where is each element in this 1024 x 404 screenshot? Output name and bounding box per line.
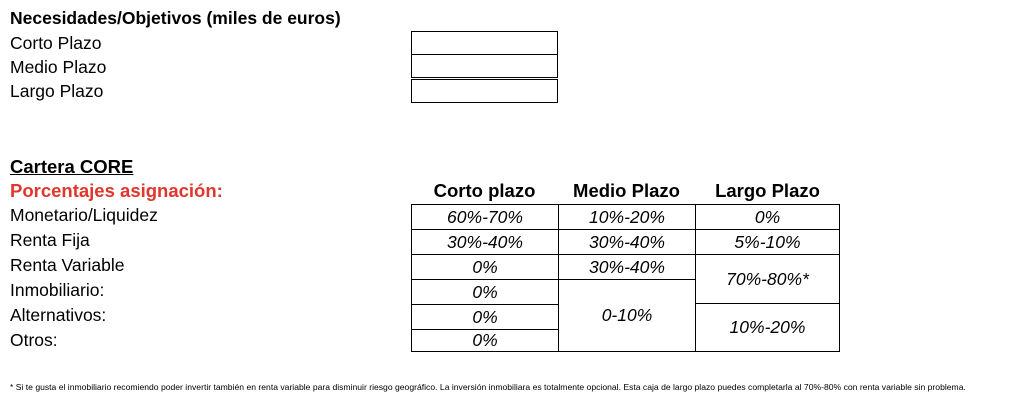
- allocation-title: Porcentajes asignación:: [10, 180, 223, 201]
- cell-short-renta-fija: 30%-40%: [411, 229, 559, 255]
- needs-label-short: Corto Plazo: [10, 33, 102, 53]
- needs-input-long[interactable]: [411, 79, 558, 103]
- column-header-short: Corto plazo: [433, 180, 536, 201]
- cell-short-alternativos: 0%: [411, 304, 559, 330]
- cell-medium-renta-fija: 30%-40%: [558, 229, 696, 255]
- cell-short-monetario: 60%-70%: [411, 204, 559, 230]
- footnote: * Si te gusta el inmobiliario recomiendo poder invertir también en renta variable para disminuir riesgo geográfico. La inversión inmobiliara es totalmente opcional. Esta caja de largo plazo puedes completarla al 70%-80% con renta variable sin problema.: [10, 382, 966, 392]
- cell-short-renta-variable: 0%: [411, 254, 559, 280]
- row-label-alternativos: Alternativos:: [10, 305, 107, 325]
- core-portfolio-title: Cartera CORE: [10, 156, 134, 177]
- cell-medium-renta-variable: 30%-40%: [558, 254, 696, 280]
- column-header-long: Largo Plazo: [715, 180, 820, 201]
- row-label-monetario: Monetario/Liquidez: [10, 205, 158, 225]
- cell-long-alt-otros: 10%-20%: [695, 303, 840, 352]
- cell-short-otros: 0%: [411, 329, 559, 352]
- needs-title: Necesidades/Objetivos (miles de euros): [10, 8, 341, 28]
- cell-long-monetario: 0%: [695, 204, 840, 230]
- row-label-otros: Otros:: [10, 330, 58, 350]
- needs-label-long: Largo Plazo: [10, 81, 104, 101]
- cell-long-renta-fija: 5%-10%: [695, 229, 840, 255]
- row-label-renta-variable: Renta Variable: [10, 255, 125, 275]
- cell-short-inmobiliario: 0%: [411, 279, 559, 305]
- row-label-inmobiliario: Inmobiliario:: [10, 280, 105, 300]
- cell-medium-inmo-alt-otros: 0-10%: [558, 279, 696, 352]
- cell-long-variable-inmobiliario: 70%-80%*: [695, 254, 840, 304]
- row-label-renta-fija: Renta Fija: [10, 230, 90, 250]
- needs-label-medium: Medio Plazo: [10, 57, 107, 77]
- cell-medium-monetario: 10%-20%: [558, 204, 696, 230]
- needs-input-medium[interactable]: [411, 54, 558, 78]
- needs-input-short[interactable]: [411, 31, 558, 55]
- column-header-medium: Medio Plazo: [573, 180, 680, 201]
